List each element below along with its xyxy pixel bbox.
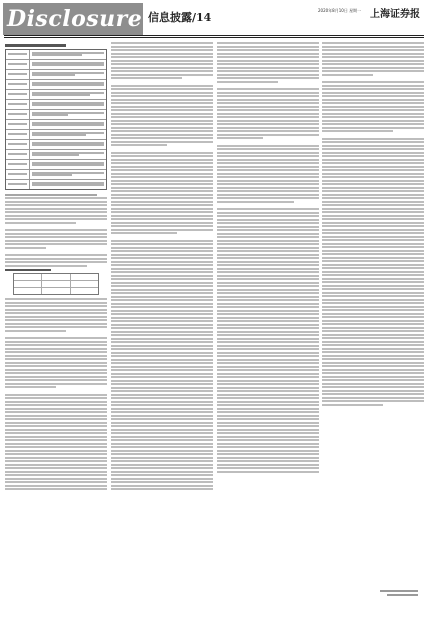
issue-date: 2020年8月10日 星期一	[318, 8, 362, 13]
signature-block	[370, 590, 418, 597]
info-table	[5, 49, 107, 190]
text-column-2	[111, 42, 213, 612]
text-column-4	[322, 42, 424, 612]
newspaper-logo: 上海证券报	[370, 9, 420, 20]
text-column-3	[217, 42, 319, 612]
page-header	[0, 0, 428, 36]
disclosure-banner: Disclosure	[3, 3, 143, 35]
small-table	[13, 273, 99, 295]
section-title: 信息披露/14	[148, 11, 212, 24]
table-caption	[5, 44, 66, 47]
text-column-1	[5, 42, 107, 612]
header-rule	[4, 35, 424, 36]
header-rule-thin	[4, 37, 424, 38]
